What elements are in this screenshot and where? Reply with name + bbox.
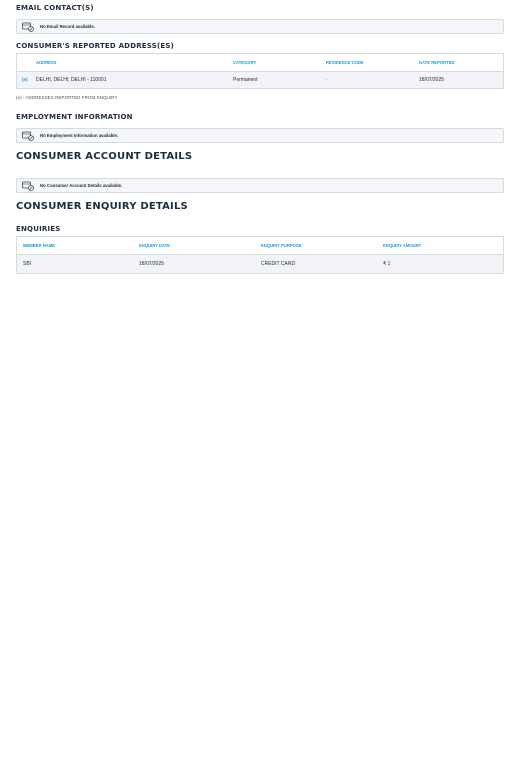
no-records-icon [22,22,34,32]
address-table-header [17,54,503,72]
enquiry-date-col-header: ENQUIRY DATE [139,243,171,248]
email-section-title: EMAIL CONTACT(S) [16,4,94,12]
table-row [17,72,503,88]
address-section-title: CONSUMER'S REPORTED ADDRESS(ES) [16,42,174,50]
enquiry-purpose-cell: CREDIT CARD [261,261,296,267]
no-records-icon [22,131,34,141]
accounts-notice-text: No Consumer Account Details available. [40,183,123,188]
address-footnote: (e) - ADDRESSES REPORTED FROM ENQUIRY [16,95,118,100]
enquiries-subtitle: ENQUIRIES [16,225,61,233]
date-reported-cell: 18/07/2025 [419,77,445,83]
enquiry-marker: (e) [22,77,28,82]
no-records-icon [22,181,34,191]
address-table [16,53,504,89]
category-col-header: CATEGORY [233,60,257,65]
enquiry-table [16,236,504,274]
address-cell: DELHI, DELHI, DELHI - 110001 [36,77,107,83]
residence-code-cell: - [326,77,328,83]
table-row [17,255,503,273]
enquiry-table-header [17,237,503,255]
enquiry-purpose-col-header: ENQUIRY PURPOSE [261,243,302,248]
enquiry-date-cell: 18/07/2025 [139,261,165,267]
email-notice-text: No Email Record available. [40,24,95,29]
category-cell: Permanent [233,77,258,83]
enquiry-amount-cell: ₹ 1 [383,261,391,267]
address-col-header: ADDRESS [36,60,57,65]
member-name-col-header: MEMBER NAME [23,243,56,248]
member-name-cell: SBI [23,261,32,267]
accounts-notice [16,178,504,193]
employment-notice [16,128,504,143]
residence-code-col-header: RESIDENCE CODE [326,60,364,65]
enquiry-section-title: CONSUMER ENQUIRY DETAILS [16,201,188,212]
enquiry-amount-col-header: ENQUIRY AMOUNT [383,243,422,248]
email-notice [16,19,504,34]
accounts-section-title: CONSUMER ACCOUNT DETAILS [16,151,193,162]
date-reported-col-header: DATE REPORTED [419,60,455,65]
employment-notice-text: No Employment Information available. [40,133,119,138]
employment-section-title: EMPLOYMENT INFORMATION [16,113,133,121]
